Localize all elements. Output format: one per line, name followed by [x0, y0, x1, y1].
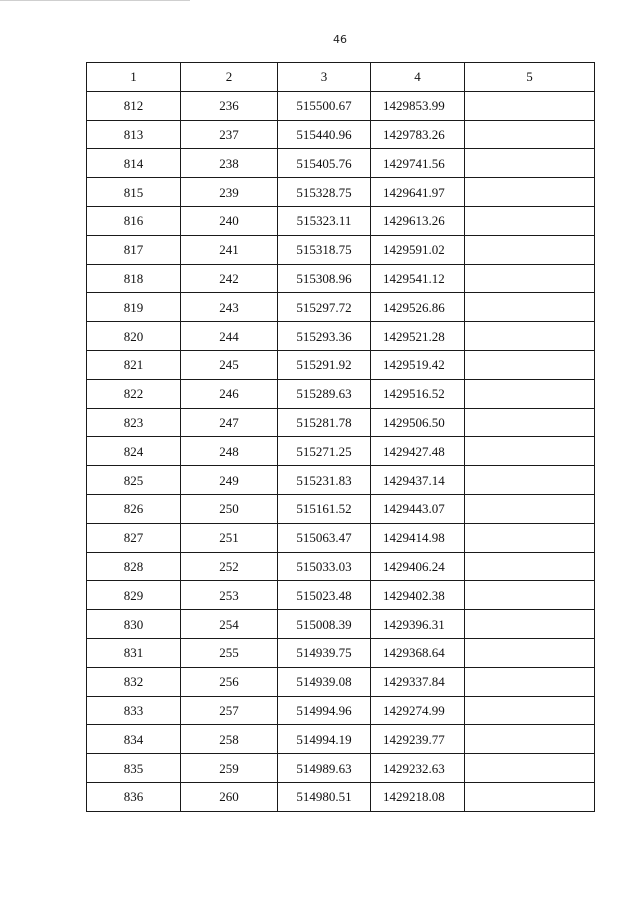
table-cell-col-2: 258	[181, 725, 278, 754]
table-cell-col-1: 828	[87, 552, 181, 581]
table-cell-col-1: 823	[87, 408, 181, 437]
table-cell-col-4: 1429337.84	[371, 667, 465, 696]
column-header-5: 5	[465, 63, 595, 92]
table-cell-col-3: 515297.72	[278, 293, 371, 322]
table-cell-col-4: 1429526.86	[371, 293, 465, 322]
table-row	[87, 610, 595, 639]
table-cell-col-5	[465, 350, 595, 379]
table-cell-col-3: 515405.76	[278, 149, 371, 178]
table-row	[87, 581, 595, 610]
table-cell-col-1: 830	[87, 610, 181, 639]
table-row	[87, 149, 595, 178]
table-cell-col-1: 815	[87, 178, 181, 207]
table-cell-col-2: 236	[181, 91, 278, 120]
table-cell-col-5	[465, 696, 595, 725]
table-cell-col-2: 254	[181, 610, 278, 639]
table-cell-col-2: 249	[181, 466, 278, 495]
table-cell-col-4: 1429541.12	[371, 264, 465, 293]
table-cell-col-5	[465, 91, 595, 120]
table-cell-col-5	[465, 581, 595, 610]
table-row	[87, 178, 595, 207]
table-cell-col-5	[465, 437, 595, 466]
table-cell-col-1: 819	[87, 293, 181, 322]
table-header-row	[87, 63, 595, 92]
table-cell-col-3: 515023.48	[278, 581, 371, 610]
table-row	[87, 696, 595, 725]
table-row	[87, 322, 595, 351]
table-cell-col-5	[465, 178, 595, 207]
table-cell-col-2: 248	[181, 437, 278, 466]
table-cell-col-1: 835	[87, 754, 181, 783]
table-cell-col-4: 1429591.02	[371, 235, 465, 264]
table-cell-col-1: 818	[87, 264, 181, 293]
table-cell-col-4: 1429427.48	[371, 437, 465, 466]
table-cell-col-3: 515328.75	[278, 178, 371, 207]
table-cell-col-5	[465, 667, 595, 696]
table-cell-col-4: 1429239.77	[371, 725, 465, 754]
table-cell-col-4: 1429783.26	[371, 120, 465, 149]
table-row	[87, 494, 595, 523]
column-header-2: 2	[181, 63, 278, 92]
table-cell-col-3: 515231.83	[278, 466, 371, 495]
table-row	[87, 120, 595, 149]
coordinates-table	[86, 62, 595, 812]
table-cell-col-4: 1429443.07	[371, 494, 465, 523]
table-cell-col-5	[465, 149, 595, 178]
table-cell-col-3: 515293.36	[278, 322, 371, 351]
table-cell-col-4: 1429402.38	[371, 581, 465, 610]
table-cell-col-5	[465, 206, 595, 235]
table-cell-col-3: 515289.63	[278, 379, 371, 408]
table-cell-col-1: 821	[87, 350, 181, 379]
table-cell-col-1: 817	[87, 235, 181, 264]
table-row	[87, 782, 595, 811]
table-cell-col-3: 515440.96	[278, 120, 371, 149]
table-cell-col-2: 247	[181, 408, 278, 437]
table-cell-col-3: 515271.25	[278, 437, 371, 466]
table-cell-col-4: 1429519.42	[371, 350, 465, 379]
table-cell-col-4: 1429613.26	[371, 206, 465, 235]
table-cell-col-1: 826	[87, 494, 181, 523]
table-row	[87, 437, 595, 466]
table-row	[87, 293, 595, 322]
scan-artifact-top-line	[0, 0, 190, 1]
table-cell-col-2: 252	[181, 552, 278, 581]
table-cell-col-5	[465, 638, 595, 667]
table-cell-col-4: 1429641.97	[371, 178, 465, 207]
table-cell-col-2: 256	[181, 667, 278, 696]
table-cell-col-5	[465, 754, 595, 783]
table-row	[87, 379, 595, 408]
table-cell-col-3: 515318.75	[278, 235, 371, 264]
table-cell-col-5	[465, 725, 595, 754]
table-cell-col-2: 259	[181, 754, 278, 783]
table-cell-col-1: 813	[87, 120, 181, 149]
table-cell-col-4: 1429274.99	[371, 696, 465, 725]
table-cell-col-5	[465, 552, 595, 581]
table-cell-col-4: 1429232.63	[371, 754, 465, 783]
table-cell-col-2: 237	[181, 120, 278, 149]
table-row	[87, 552, 595, 581]
table-cell-col-3: 515323.11	[278, 206, 371, 235]
table-cell-col-4: 1429437.14	[371, 466, 465, 495]
table-cell-col-4: 1429516.52	[371, 379, 465, 408]
table-row	[87, 667, 595, 696]
table-cell-col-2: 257	[181, 696, 278, 725]
table-cell-col-2: 238	[181, 149, 278, 178]
table-cell-col-4: 1429853.99	[371, 91, 465, 120]
table-cell-col-2: 250	[181, 494, 278, 523]
table-cell-col-1: 829	[87, 581, 181, 610]
table-cell-col-2: 240	[181, 206, 278, 235]
table-row	[87, 466, 595, 495]
table-cell-col-1: 812	[87, 91, 181, 120]
table-row	[87, 638, 595, 667]
table-cell-col-4: 1429368.64	[371, 638, 465, 667]
table-cell-col-3: 515161.52	[278, 494, 371, 523]
table-row	[87, 235, 595, 264]
table-cell-col-5	[465, 494, 595, 523]
table-cell-col-4: 1429414.98	[371, 523, 465, 552]
table-cell-col-3: 514980.51	[278, 782, 371, 811]
table-cell-col-5	[465, 523, 595, 552]
column-header-4: 4	[371, 63, 465, 92]
table-row	[87, 206, 595, 235]
table-cell-col-5	[465, 322, 595, 351]
table-cell-col-2: 243	[181, 293, 278, 322]
table-cell-col-3: 515308.96	[278, 264, 371, 293]
table-row	[87, 350, 595, 379]
table-body	[87, 91, 595, 811]
table-cell-col-2: 251	[181, 523, 278, 552]
table-cell-col-1: 834	[87, 725, 181, 754]
table-cell-col-1: 833	[87, 696, 181, 725]
table-cell-col-1: 836	[87, 782, 181, 811]
table-cell-col-5	[465, 235, 595, 264]
table-cell-col-3: 514994.96	[278, 696, 371, 725]
table-cell-col-3: 515281.78	[278, 408, 371, 437]
table-cell-col-3: 514994.19	[278, 725, 371, 754]
table-cell-col-3: 515033.03	[278, 552, 371, 581]
table-cell-col-2: 244	[181, 322, 278, 351]
table-cell-col-2: 245	[181, 350, 278, 379]
table-cell-col-5	[465, 782, 595, 811]
table-cell-col-2: 253	[181, 581, 278, 610]
page-number: 46	[333, 33, 347, 46]
table-cell-col-1: 822	[87, 379, 181, 408]
table-cell-col-2: 239	[181, 178, 278, 207]
table-cell-col-2: 260	[181, 782, 278, 811]
table-cell-col-2: 241	[181, 235, 278, 264]
table-cell-col-5	[465, 264, 595, 293]
table-cell-col-5	[465, 610, 595, 639]
table-cell-col-5	[465, 379, 595, 408]
table-cell-col-1: 824	[87, 437, 181, 466]
table-cell-col-1: 827	[87, 523, 181, 552]
table-cell-col-1: 831	[87, 638, 181, 667]
column-header-1: 1	[87, 63, 181, 92]
table-cell-col-5	[465, 293, 595, 322]
table-cell-col-4: 1429218.08	[371, 782, 465, 811]
table-cell-col-1: 816	[87, 206, 181, 235]
table-cell-col-3: 514939.08	[278, 667, 371, 696]
column-header-3: 3	[278, 63, 371, 92]
table-cell-col-2: 255	[181, 638, 278, 667]
table-row	[87, 725, 595, 754]
table-header	[87, 63, 595, 92]
table-cell-col-5	[465, 466, 595, 495]
table-cell-col-1: 820	[87, 322, 181, 351]
table-cell-col-4: 1429406.24	[371, 552, 465, 581]
table-cell-col-4: 1429506.50	[371, 408, 465, 437]
table-cell-col-4: 1429521.28	[371, 322, 465, 351]
table-cell-col-2: 242	[181, 264, 278, 293]
table-cell-col-4: 1429741.56	[371, 149, 465, 178]
table-cell-col-5	[465, 120, 595, 149]
table-cell-col-4: 1429396.31	[371, 610, 465, 639]
table-cell-col-3: 515063.47	[278, 523, 371, 552]
table-row	[87, 523, 595, 552]
table-row	[87, 408, 595, 437]
table-cell-col-3: 514989.63	[278, 754, 371, 783]
table-row	[87, 264, 595, 293]
table-cell-col-2: 246	[181, 379, 278, 408]
table-row	[87, 91, 595, 120]
table-cell-col-3: 515291.92	[278, 350, 371, 379]
table-cell-col-5	[465, 408, 595, 437]
table-cell-col-3: 515008.39	[278, 610, 371, 639]
table-cell-col-1: 825	[87, 466, 181, 495]
table-cell-col-3: 515500.67	[278, 91, 371, 120]
table-cell-col-3: 514939.75	[278, 638, 371, 667]
table-row	[87, 754, 595, 783]
table-cell-col-1: 814	[87, 149, 181, 178]
table-cell-col-1: 832	[87, 667, 181, 696]
